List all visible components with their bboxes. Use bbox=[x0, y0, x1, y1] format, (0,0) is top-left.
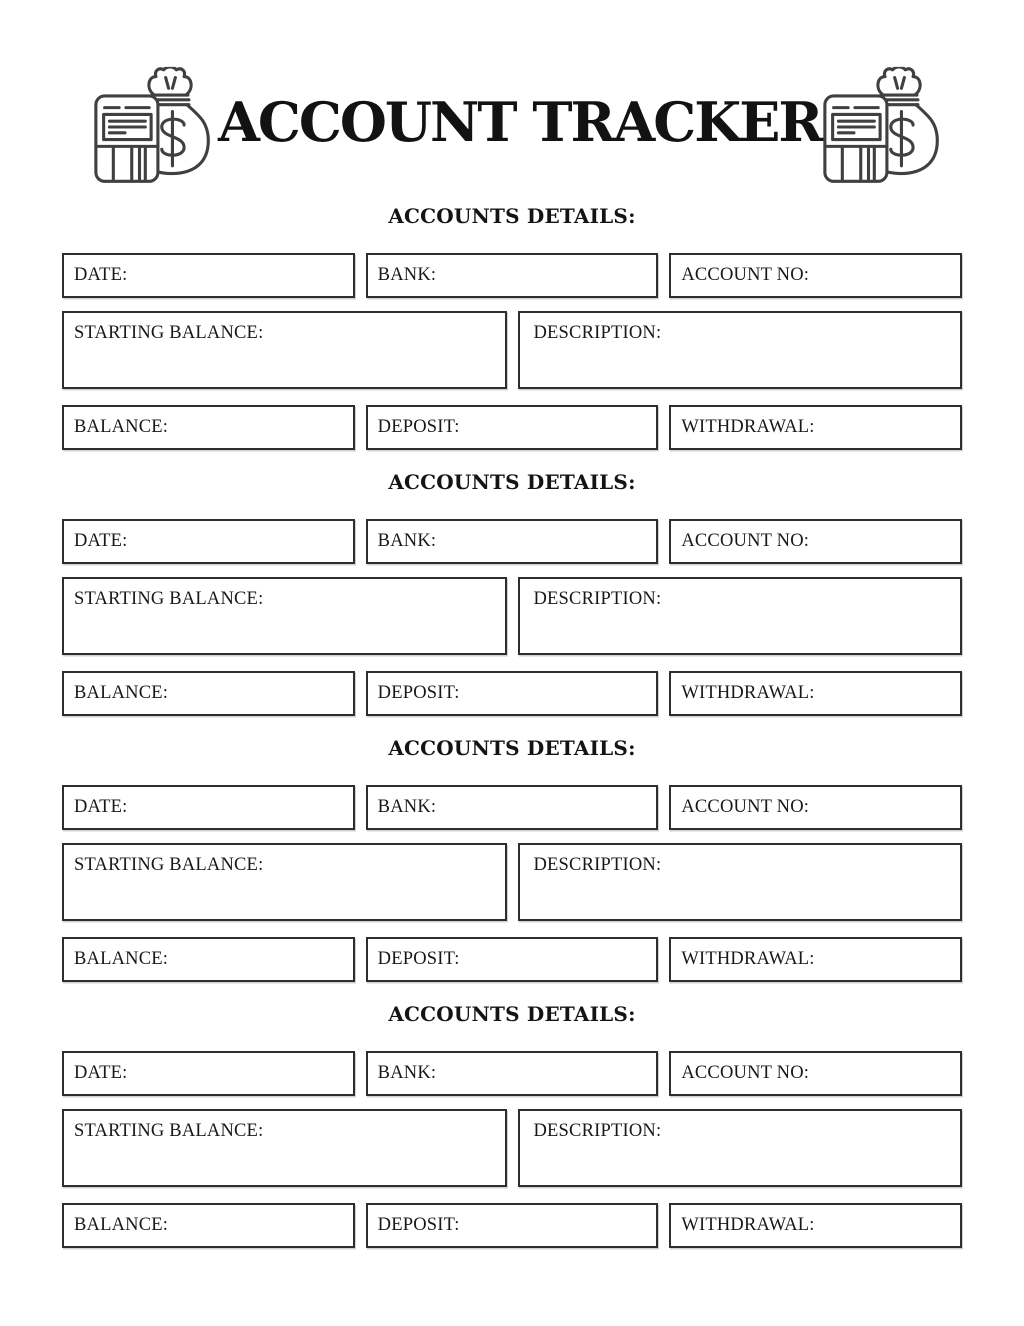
date-field-label: DATE: bbox=[74, 797, 128, 817]
description-field[interactable] bbox=[518, 843, 963, 921]
withdrawal-field-label: WITHDRAWAL: bbox=[681, 417, 815, 437]
account-no-field[interactable] bbox=[669, 519, 962, 564]
account-section-2 bbox=[62, 471, 962, 716]
deposit-field[interactable] bbox=[366, 671, 659, 716]
balance-field-label: BALANCE: bbox=[74, 417, 169, 437]
section-heading: ACCOUNTS DETAILS: bbox=[388, 1002, 636, 1026]
page-title: ACCOUNT TRACKER bbox=[218, 90, 822, 154]
description-field[interactable] bbox=[518, 1109, 963, 1187]
description-field-label: DESCRIPTION: bbox=[533, 323, 662, 343]
withdrawal-field[interactable] bbox=[669, 405, 962, 450]
starting-balance-field[interactable] bbox=[62, 843, 507, 921]
balance-field[interactable] bbox=[62, 937, 355, 982]
account-no-field[interactable] bbox=[669, 1051, 962, 1096]
field-row bbox=[62, 577, 962, 655]
field-row bbox=[62, 253, 962, 298]
deposit-field-label: DEPOSIT: bbox=[377, 1215, 460, 1235]
bank-field[interactable] bbox=[366, 785, 659, 830]
bank-field[interactable] bbox=[366, 1051, 659, 1096]
field-row bbox=[62, 311, 962, 389]
starting-balance-field-label: STARTING BALANCE: bbox=[74, 1121, 264, 1141]
page-header bbox=[62, 0, 962, 190]
date-field[interactable] bbox=[62, 519, 355, 564]
field-row bbox=[62, 1109, 962, 1187]
deposit-field[interactable] bbox=[366, 1203, 659, 1248]
balance-field-label: BALANCE: bbox=[74, 1215, 169, 1235]
description-field-label: DESCRIPTION: bbox=[533, 1121, 662, 1141]
balance-field-label: BALANCE: bbox=[74, 683, 169, 703]
withdrawal-field[interactable] bbox=[669, 671, 962, 716]
withdrawal-field-label: WITHDRAWAL: bbox=[681, 1215, 815, 1235]
withdrawal-field[interactable] bbox=[669, 937, 962, 982]
description-field-label: DESCRIPTION: bbox=[533, 589, 662, 609]
withdrawal-field[interactable] bbox=[669, 1203, 962, 1248]
description-field-label: DESCRIPTION: bbox=[533, 855, 662, 875]
bank-field[interactable] bbox=[366, 253, 659, 298]
bank-field-label: BANK: bbox=[377, 797, 437, 817]
field-row bbox=[62, 785, 962, 830]
bank-field-label: BANK: bbox=[377, 265, 437, 285]
description-field[interactable] bbox=[518, 577, 963, 655]
deposit-field[interactable] bbox=[366, 937, 659, 982]
deposit-field[interactable] bbox=[366, 405, 659, 450]
account-no-field[interactable] bbox=[669, 253, 962, 298]
field-row bbox=[62, 671, 962, 716]
starting-balance-field[interactable] bbox=[62, 577, 507, 655]
balance-field[interactable] bbox=[62, 405, 355, 450]
description-field[interactable] bbox=[518, 311, 963, 389]
deposit-field-label: DEPOSIT: bbox=[377, 683, 460, 703]
starting-balance-field[interactable] bbox=[62, 311, 507, 389]
account-no-field-label: ACCOUNT NO: bbox=[681, 797, 810, 817]
starting-balance-field-label: STARTING BALANCE: bbox=[74, 855, 264, 875]
date-field-label: DATE: bbox=[74, 1063, 128, 1083]
field-row bbox=[62, 843, 962, 921]
withdrawal-field-label: WITHDRAWAL: bbox=[681, 683, 815, 703]
field-row bbox=[62, 519, 962, 564]
date-field[interactable] bbox=[62, 253, 355, 298]
section-heading: ACCOUNTS DETAILS: bbox=[388, 470, 636, 494]
field-row bbox=[62, 405, 962, 450]
account-section-1 bbox=[62, 205, 962, 450]
date-field-label: DATE: bbox=[74, 265, 128, 285]
field-row bbox=[62, 1051, 962, 1096]
starting-balance-field-label: STARTING BALANCE: bbox=[74, 323, 264, 343]
field-row bbox=[62, 937, 962, 982]
account-no-field[interactable] bbox=[669, 785, 962, 830]
bank-field[interactable] bbox=[366, 519, 659, 564]
section-heading: ACCOUNTS DETAILS: bbox=[388, 204, 636, 228]
field-row bbox=[62, 1203, 962, 1248]
withdrawal-field-label: WITHDRAWAL: bbox=[681, 949, 815, 969]
balance-field[interactable] bbox=[62, 671, 355, 716]
account-no-field-label: ACCOUNT NO: bbox=[681, 265, 810, 285]
account-no-field-label: ACCOUNT NO: bbox=[681, 1063, 810, 1083]
balance-field[interactable] bbox=[62, 1203, 355, 1248]
balance-field-label: BALANCE: bbox=[74, 949, 169, 969]
bank-field-label: BANK: bbox=[377, 1063, 437, 1083]
account-no-field-label: ACCOUNT NO: bbox=[681, 531, 810, 551]
date-field[interactable] bbox=[62, 1051, 355, 1096]
bank-field-label: BANK: bbox=[377, 531, 437, 551]
calculator-money-bag-icon bbox=[821, 66, 947, 188]
calculator-money-bag-icon bbox=[92, 66, 218, 188]
starting-balance-field-label: STARTING BALANCE: bbox=[74, 589, 264, 609]
deposit-field-label: DEPOSIT: bbox=[377, 417, 460, 437]
account-section-4 bbox=[62, 1003, 962, 1248]
date-field[interactable] bbox=[62, 785, 355, 830]
date-field-label: DATE: bbox=[74, 531, 128, 551]
section-heading: ACCOUNTS DETAILS: bbox=[388, 736, 636, 760]
starting-balance-field[interactable] bbox=[62, 1109, 507, 1187]
account-section-3 bbox=[62, 737, 962, 982]
deposit-field-label: DEPOSIT: bbox=[377, 949, 460, 969]
